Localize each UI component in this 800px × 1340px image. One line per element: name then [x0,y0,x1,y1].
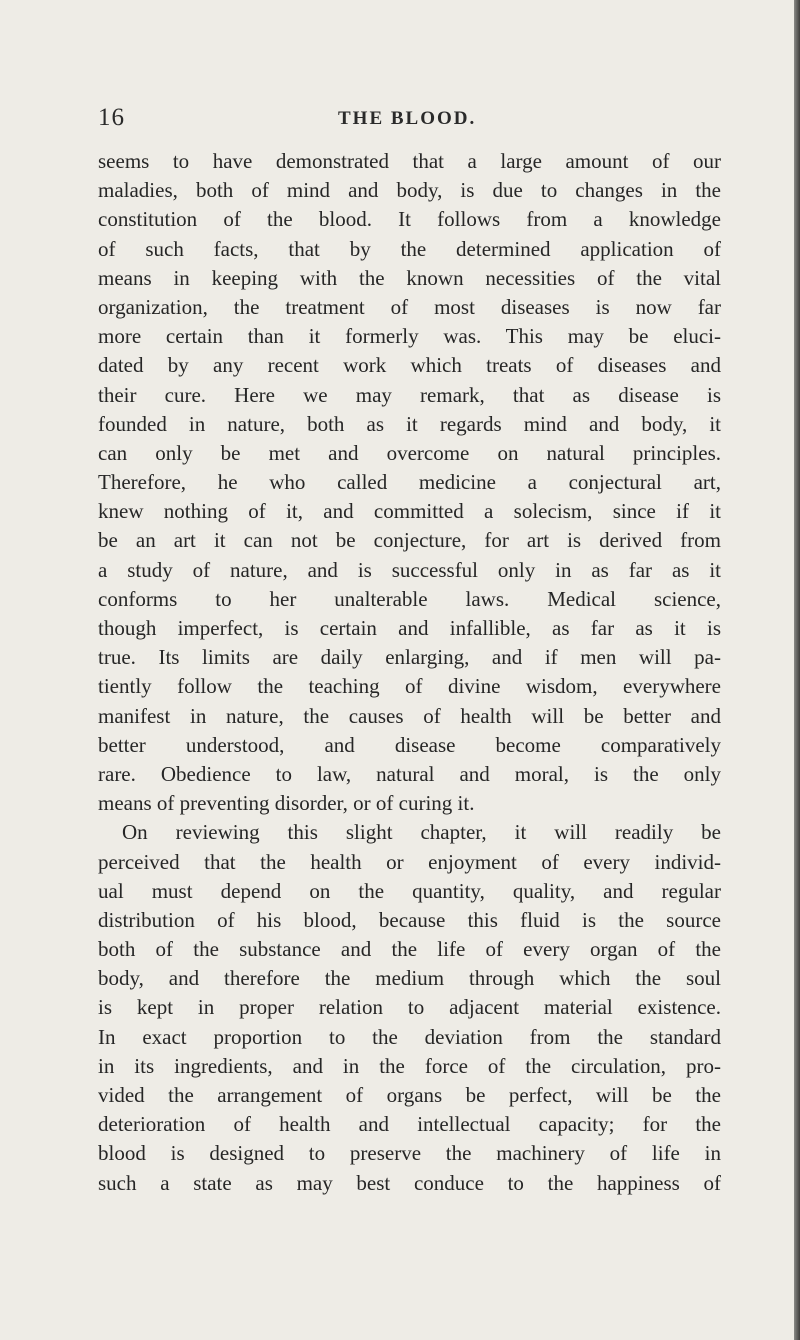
text-line: conforms to her unalterable laws. Medical science, [98,586,721,611]
text-line: true. Its limits are daily enlarging, and if men will pa- [98,645,721,670]
text-line: both of the substance and the life of every organ of the [98,937,721,962]
text-line: a study of nature, and is successful only in as far as it [98,557,721,582]
text-line: more certain than it formerly was. This may be eluci- [98,324,721,349]
text-line: ual must depend on the quantity, quality, and regular [98,878,721,903]
text-line: though imperfect, is certain and infallible, as far as it is [98,616,721,640]
text-line: founded in nature, both as it regards mind and body, it [98,411,721,436]
text-line: vided the arrangement of organs be perfect, will be the [98,1083,721,1107]
text-line: Therefore, he who called medicine a conjectural art, [98,470,721,495]
text-line: constitution of the blood. It follows from a knowledge [98,207,721,232]
text-line: distribution of his blood, because this fluid is the source [98,907,721,932]
text-line-paragraph-end: means of preventing disorder, or of curing it. [98,791,475,816]
text-line: better understood, and disease become comparatively [98,732,721,757]
text-line: in its ingredients, and in the force of the circulation, pro- [98,1053,721,1078]
text-line: seems to have demonstrated that a large amount of our [98,149,721,173]
text-line: dated by any recent work which treats of diseases and [98,353,721,378]
text-line: is kept in proper relation to adjacent material existence. [98,995,721,1020]
text-line: body, and therefore the medium through which the soul [98,966,721,991]
text-line: organization, the treatment of most diseases is now far [98,294,721,319]
text-line: knew nothing of it, and committed a solecism, since if it [98,499,721,524]
text-line: means in keeping with the known necessities of the vital [98,265,721,290]
text-line: deterioration of health and intellectual capacity; for the [98,1112,721,1137]
text-line: their cure. Here we may remark, that as disease is [98,382,721,407]
text-line: rare. Obedience to law, natural and moral, is the only [98,761,721,786]
text-line-paragraph-start: On reviewing this slight chapter, it will readily be [122,820,721,845]
text-line: manifest in nature, the causes of health will be better and [98,703,721,728]
running-head: THE BLOOD. [338,108,477,129]
text-line: perceived that the health or enjoyment of every individ- [98,849,721,874]
page-header [98,104,718,136]
text-line: such a state as may best conduce to the happiness of [98,1170,721,1195]
text-line: be an art it can not be conjecture, for art is derived from [98,528,721,553]
text-line: tiently follow the teaching of divine wisdom, everywhere [98,674,721,699]
body-text [98,147,721,1198]
text-line: of such facts, that by the determined application of [98,236,721,261]
text-line: In exact proportion to the deviation from the standard [98,1024,721,1049]
page-number: 16 [98,104,125,131]
page-edge-shadow [794,0,800,1340]
text-line: can only be met and overcome on natural principles. [98,440,721,465]
text-line: blood is designed to preserve the machinery of life in [98,1141,721,1166]
text-line: maladies, both of mind and body, is due to changes in the [98,178,721,203]
